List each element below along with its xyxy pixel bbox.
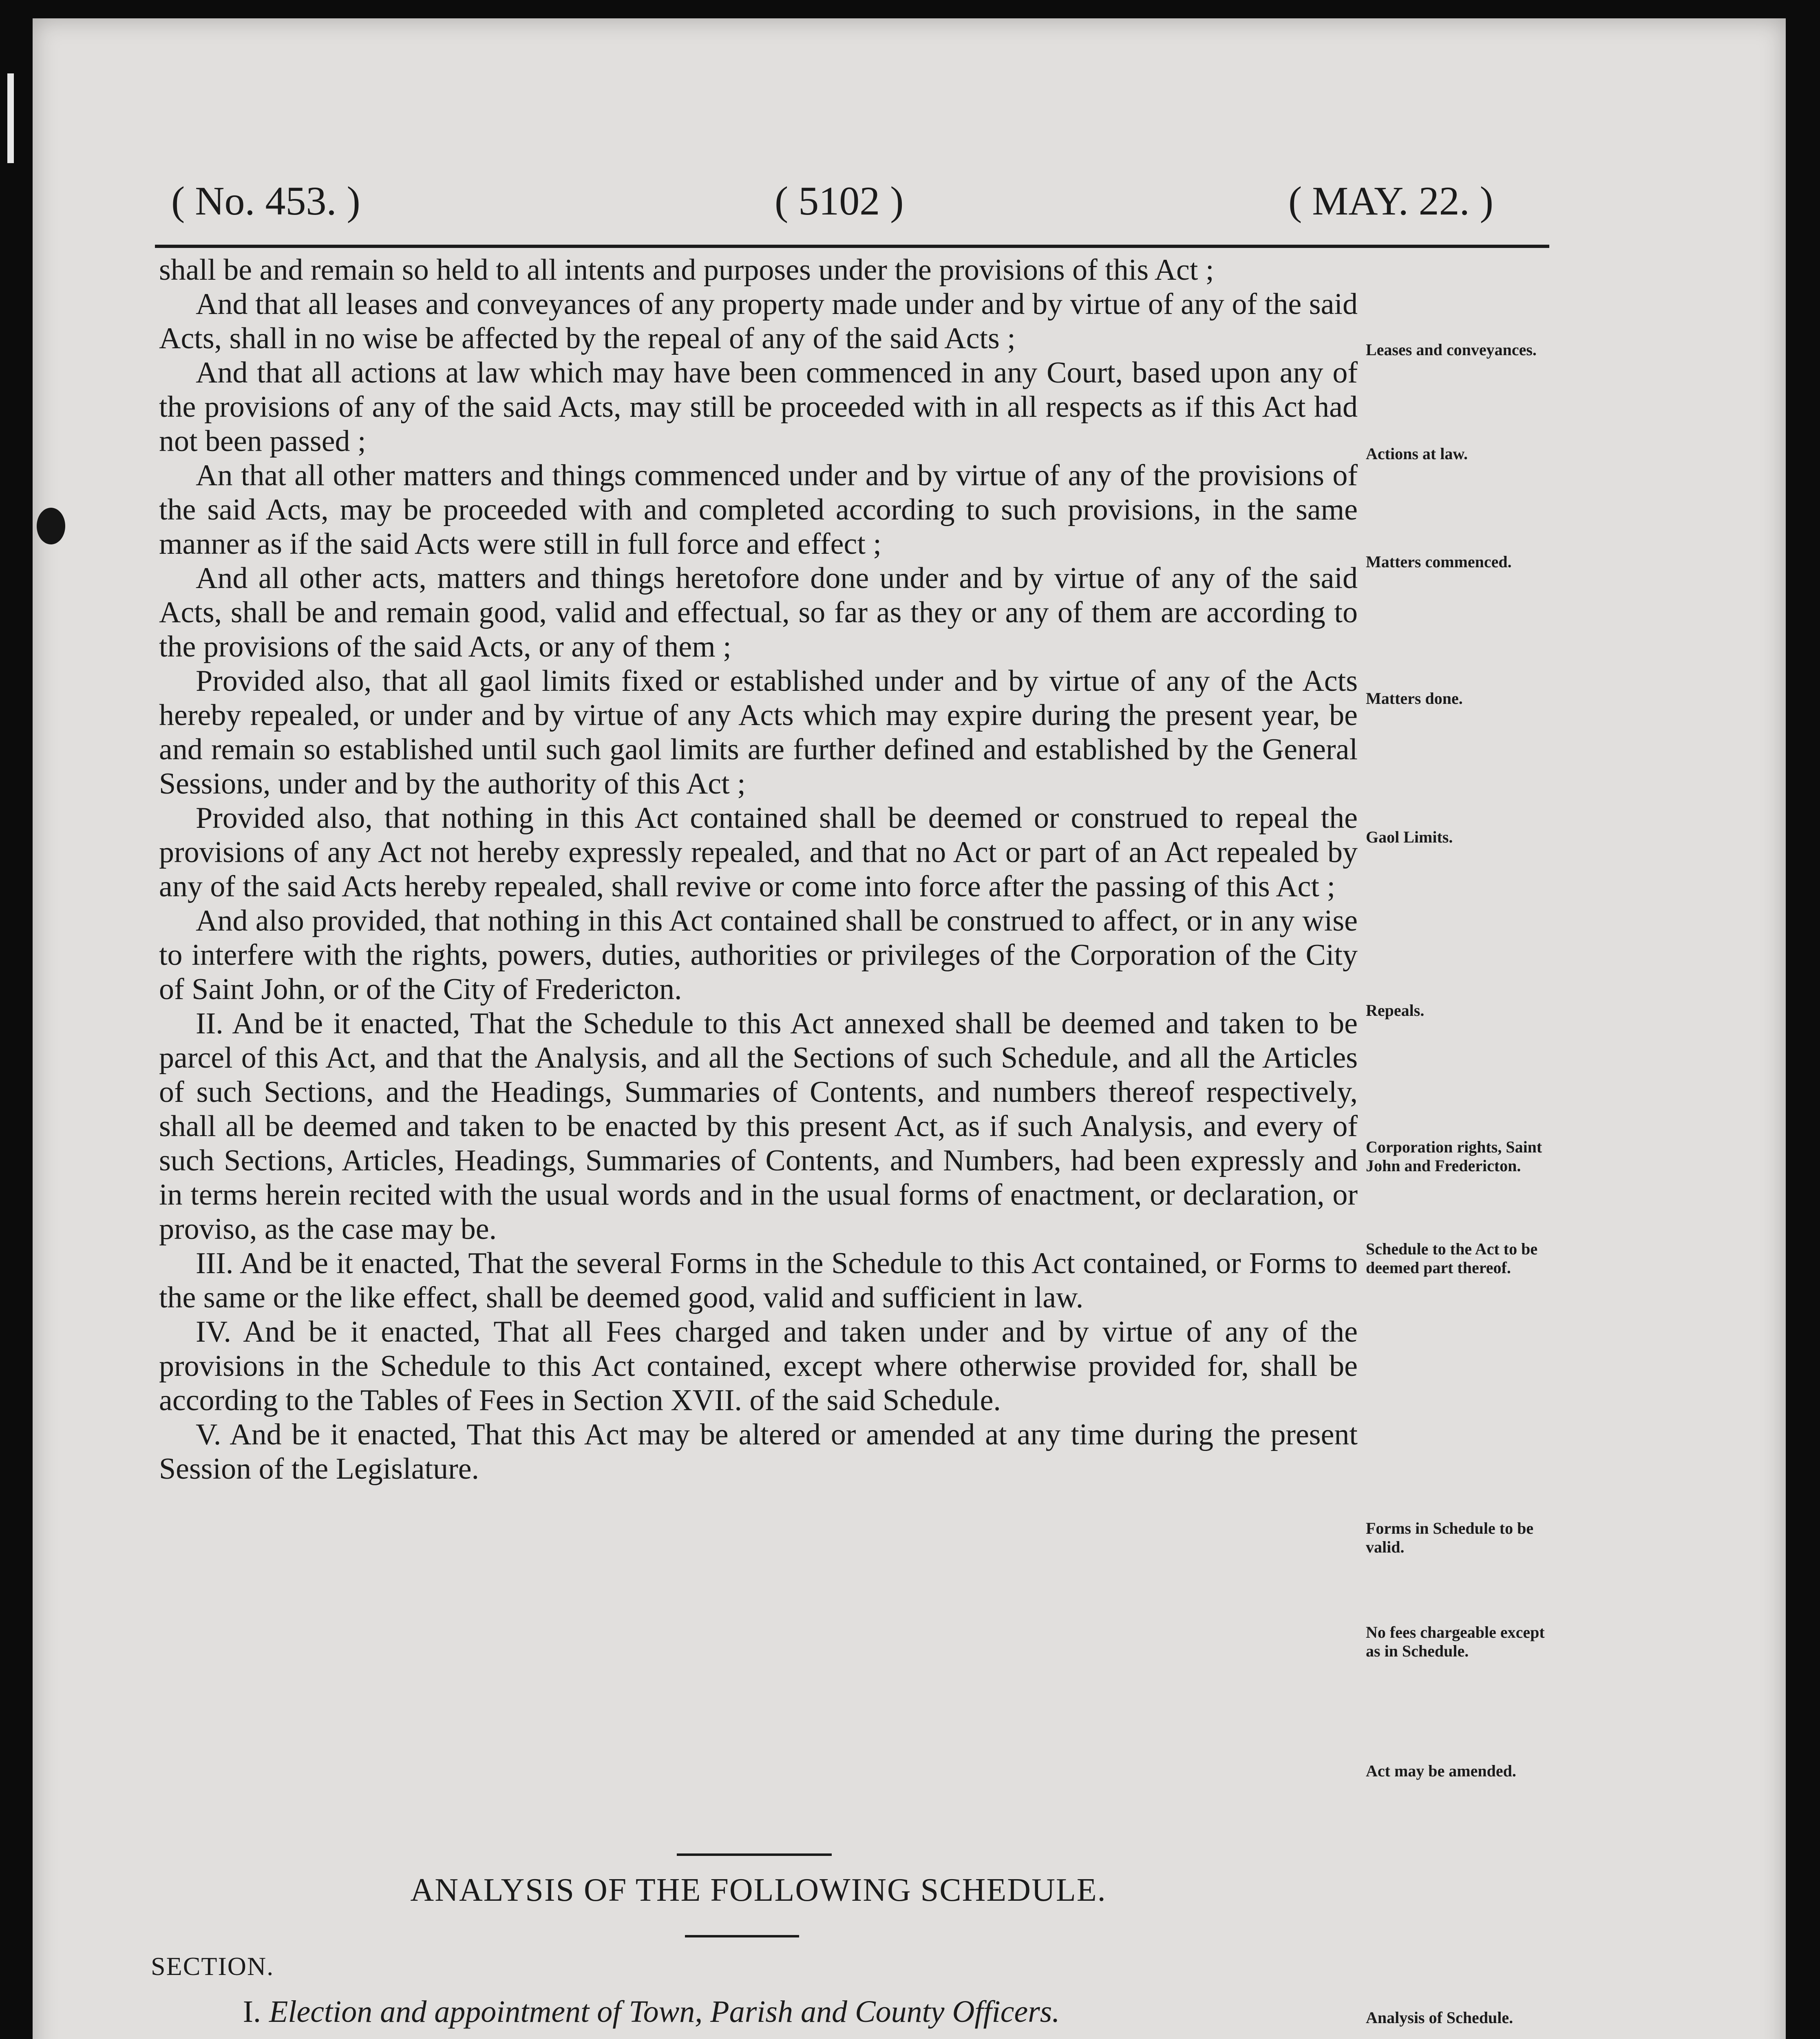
page-header bbox=[155, 177, 1549, 247]
margin-note: Act may be amended. bbox=[1366, 1762, 1516, 1780]
margin-note: Corporation rights, Saint John and Fredericton. bbox=[1366, 1138, 1542, 1175]
heading-underline bbox=[685, 1935, 799, 1937]
paragraph: And that all leases and conveyances of any property made under and by virtue of any of the said Acts, shall in no wise be affected by the repeal of any of the said Acts ; bbox=[159, 287, 1358, 355]
section-title: Election and appointment of Town, Parish and County Officers. bbox=[269, 1995, 1060, 2029]
paragraph: Provided also, that all gaol limits fixed or established under and by virtue of any of the Acts hereby repealed, or under and by virtue of any Acts which may expire during the present year, be and remain so established until such gaol limits are further defined and established by the General Sessions, under and by the authority of this Act ; bbox=[159, 664, 1358, 801]
section-divider bbox=[677, 1853, 832, 1856]
margin-note: Forms in Schedule to be valid. bbox=[1366, 1519, 1534, 1556]
list-item bbox=[147, 1994, 1370, 2039]
schedule-sections bbox=[147, 1994, 1370, 2039]
margin-note: Gaol Limits. bbox=[1366, 828, 1453, 846]
page-edge-mark bbox=[7, 73, 14, 163]
paragraph: And all other acts, matters and things heretofore done under and by virtue of any of the said Acts, shall be and remain good, valid and effectual, so far as they or any of them are according to the provisions of the said Acts, or any of them ; bbox=[159, 562, 1358, 663]
paragraph: IV. And be it enacted, That all Fees charged and taken under and by virtue of any of the provisions in the Schedule to this Act contained, except where otherwise provided for, shall be according to the Tables of Fees in Section XVII. of the said Schedule. bbox=[159, 1315, 1358, 1417]
margin-note: No fees chargeable except as in Schedule. bbox=[1366, 1623, 1545, 1660]
paragraph: Provided also, that nothing in this Act contained shall be deemed or construed to repeal the provisions of any Act not hereby expressly repealed, and that no Act or part of an Act repealed by any of the said Acts hereby repealed, shall revive or come into force after the passing of this Act ; bbox=[159, 801, 1358, 903]
paragraph: V. And be it enacted, That this Act may be altered or amended at any time during the present Session of the Legislature. bbox=[159, 1418, 1358, 1486]
paragraph: And also provided, that nothing in this Act contained shall be construed to affect, or in any wise to interfere with the rights, powers, duties, authorities or privileges of the Corporation of the City of Saint John, or of the City of Fredericton. bbox=[159, 904, 1358, 1006]
header-rule bbox=[155, 245, 1549, 248]
margin-note: Matters done. bbox=[1366, 689, 1463, 708]
paragraph: An that all other matters and things commenced under and by virtue of any of the provisions of the said Acts, may be proceeded with and completed according to such provisions, in the same manner as if the said Acts were still in full force and effect ; bbox=[159, 459, 1358, 561]
section-number: I. bbox=[243, 1995, 261, 2029]
margin-note: Schedule to the Act to be deemed part thereof. bbox=[1366, 1240, 1538, 1277]
paragraph: And that all actions at law which may have been commenced in any Court, based upon any of the provisions of any of the said Acts, may still be proceeded with in all respects as if this Act had not been passed ; bbox=[159, 356, 1358, 458]
paragraph: II. And be it enacted, That the Schedule to this Act annexed shall be deemed and taken to be parcel of this Act, and that the Analysis, and all the Sections of such Schedule, and all the Articles of such Sections, and the Headings, Summaries of Contents, and numbers thereof respectively, shall all be deemed and taken to be enacted by this present Act, as if such Analysis, and every of such Sections, Articles, Headings, Summaries of Contents, and Numbers, had been expressly and in terms herein recited with the usual words and in the usual forms of enactment, or declaration, or proviso, as the case may be. bbox=[159, 1007, 1358, 1246]
page-number: ( 5102 ) bbox=[775, 178, 904, 223]
paragraph: III. And be it enacted, That the several Forms in the Schedule to this Act contained, or Forms to the same or the like effect, shall be deemed good, valid and sufficient in law. bbox=[159, 1247, 1358, 1314]
margin-note: Actions at law. bbox=[1366, 445, 1468, 463]
margin-note: Leases and conveyances. bbox=[1366, 341, 1537, 359]
act-date: ( MAY. 22. ) bbox=[1288, 178, 1493, 223]
analysis-heading: ANALYSIS OF THE FOLLOWING SCHEDULE. bbox=[410, 1872, 1107, 1908]
paragraph: shall be and remain so held to all intents and purposes under the provisions of this Act ; bbox=[159, 253, 1214, 287]
act-body bbox=[159, 253, 1358, 1486]
section-label: SECTION. bbox=[151, 1952, 274, 1981]
margin-note: Matters commenced. bbox=[1366, 553, 1512, 571]
ink-blot bbox=[37, 508, 65, 544]
margin-note: Analysis of Schedule. bbox=[1366, 2008, 1513, 2027]
margin-note: Repeals. bbox=[1366, 1001, 1425, 1020]
act-number: ( No. 453. ) bbox=[171, 178, 360, 223]
